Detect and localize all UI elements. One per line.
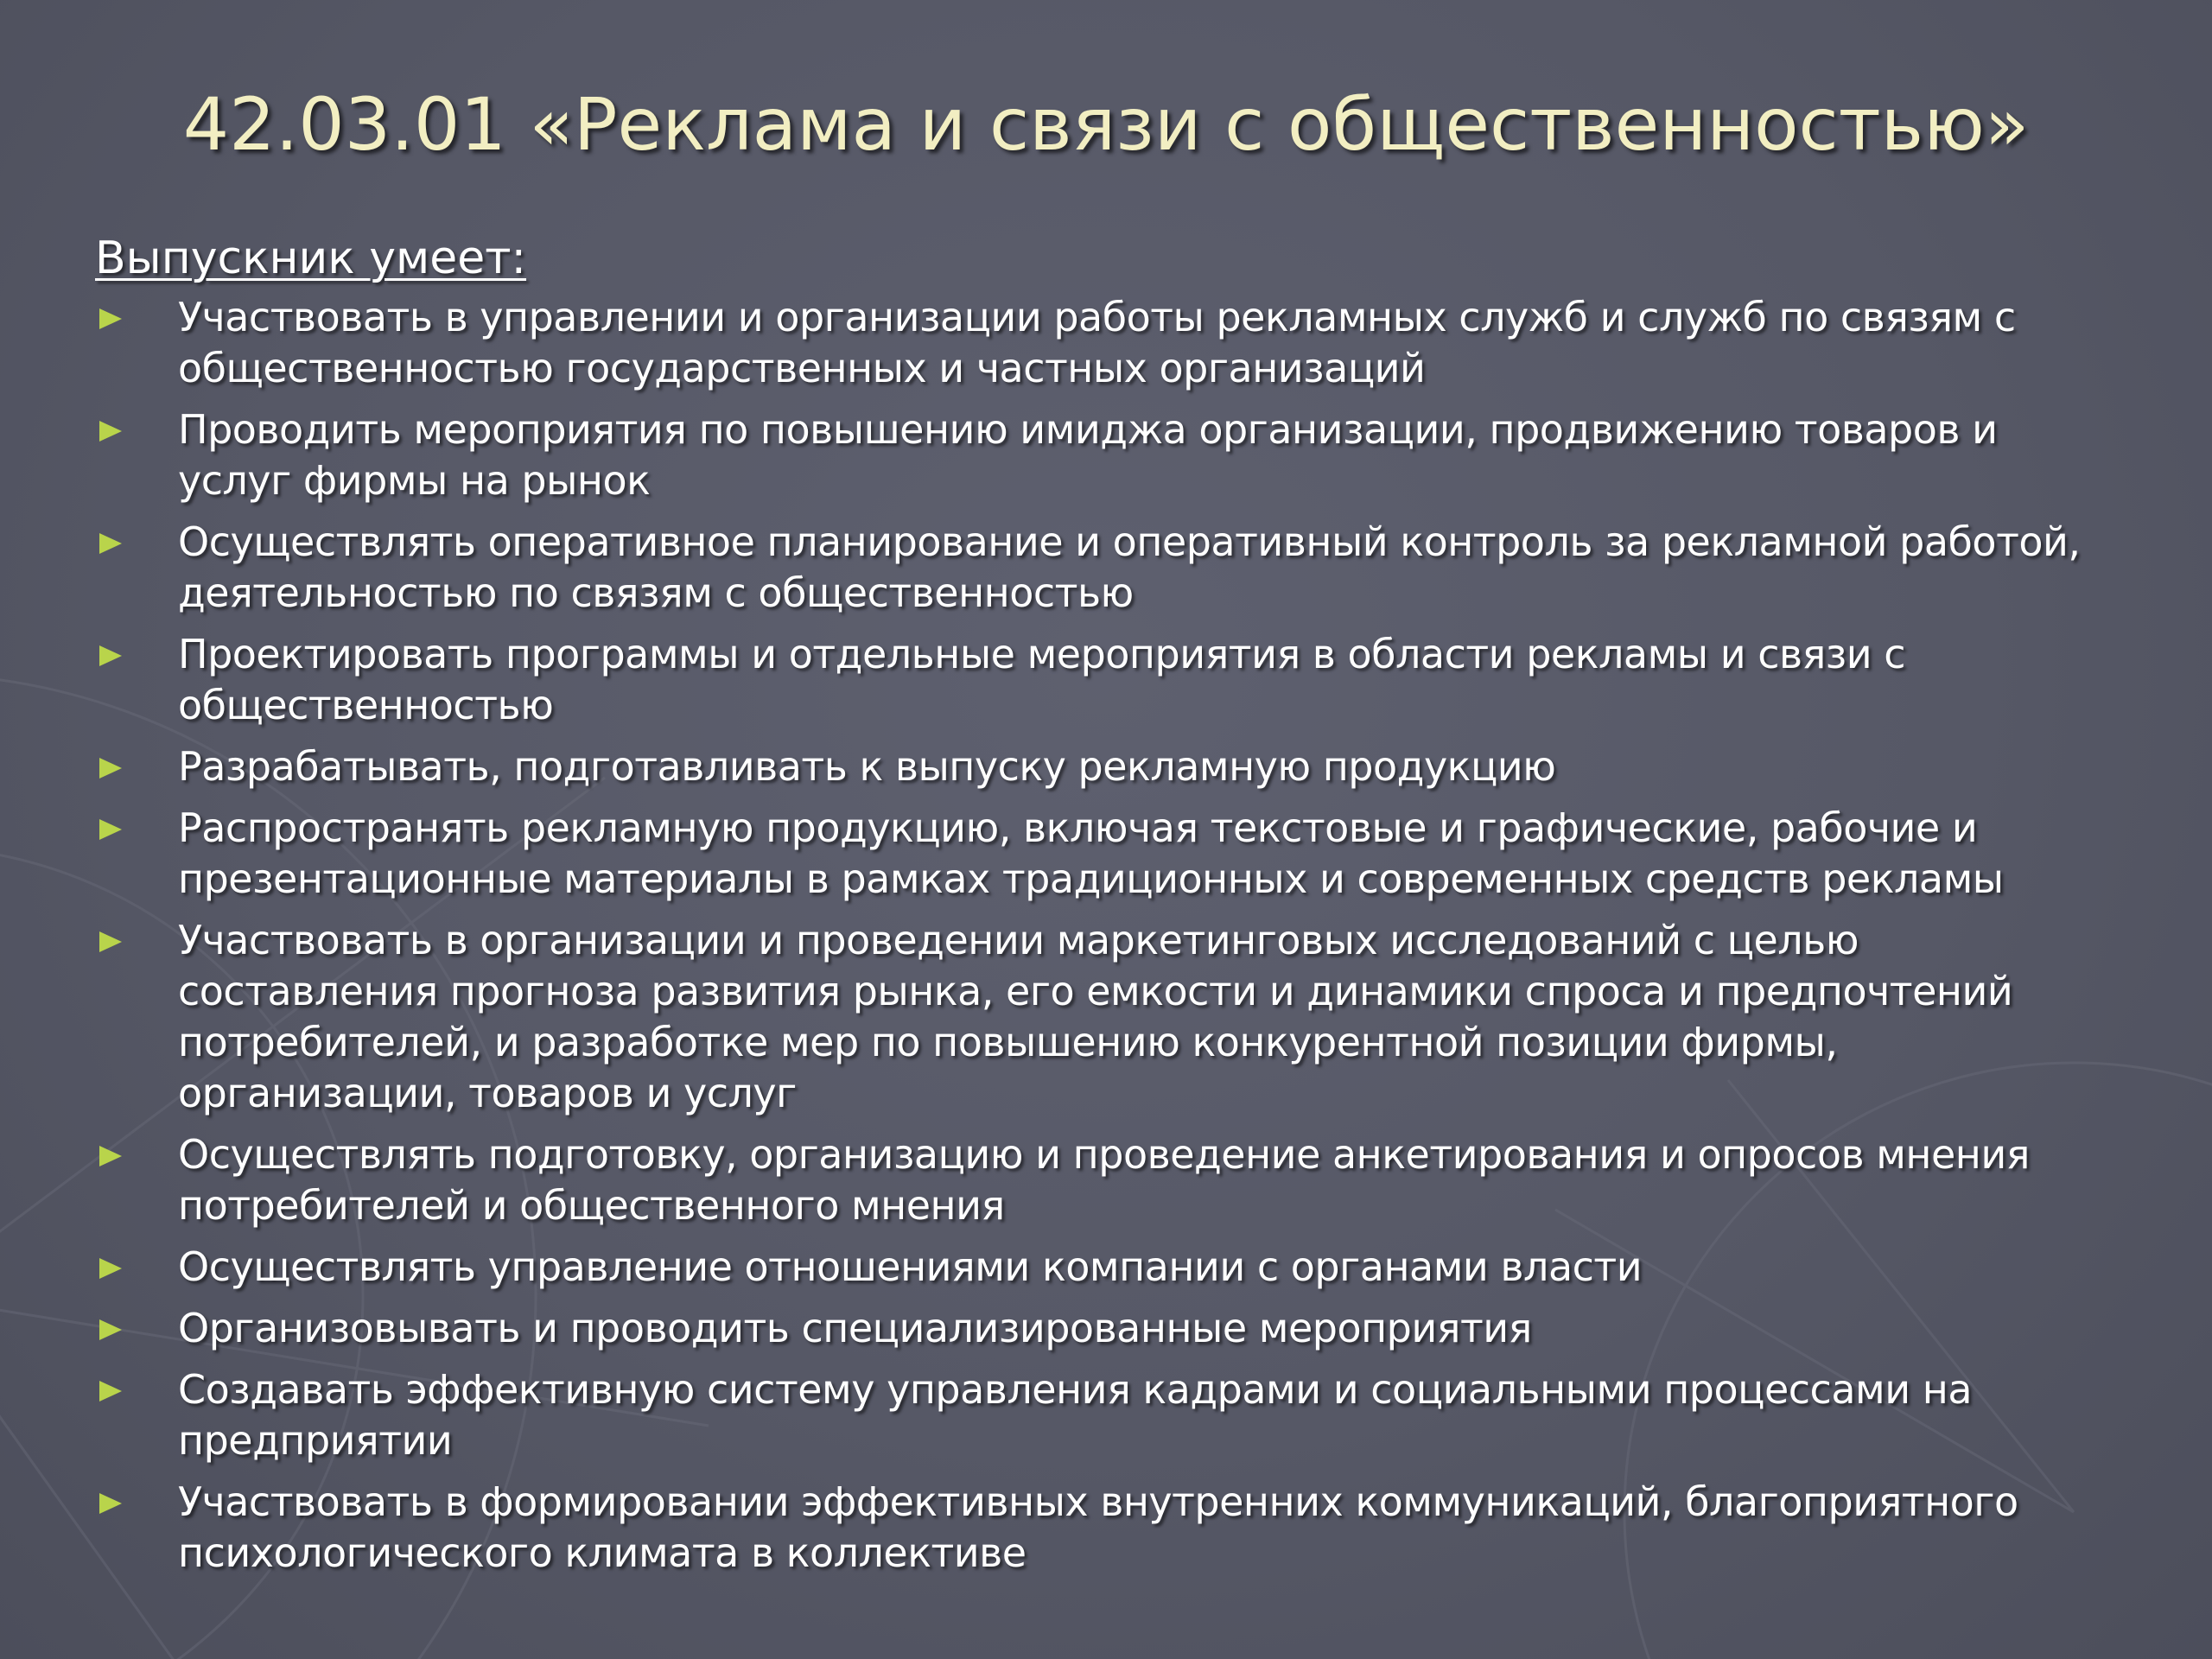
triangle-bullet-icon (98, 643, 124, 669)
skills-list (95, 292, 2108, 1579)
list-item (95, 1242, 2108, 1293)
triangle-bullet-icon (98, 755, 124, 781)
list-item-text: Распространять рекламную продукцию, включая текстовые и графические, рабочие и презентационные материалы в рамках традиционных и современных средств рекламы (178, 804, 2004, 902)
list-item (95, 404, 2108, 506)
list-item-text: Организовывать и проводить специализированные мероприятия (178, 1305, 1532, 1351)
list-item (95, 915, 2108, 1119)
triangle-bullet-icon (98, 1317, 124, 1343)
triangle-bullet-icon (98, 306, 124, 332)
triangle-bullet-icon (98, 418, 124, 444)
triangle-bullet-icon (98, 817, 124, 842)
list-item-text: Участвовать в организации и проведении маркетинговых исследований с целью составления прогноза развития рынка, его емкости и динамики спроса и предпочтений потребителей, и разработке мер по повышению конкурентной позиции фирмы, организации, товаров и услуг (178, 917, 2013, 1116)
list-item-text: Участвовать в управлении и организации работы рекламных служб и служб по связям с общественностью государственных и частных организаций (178, 294, 2016, 391)
list-item (95, 803, 2108, 905)
list-item-text: Проектировать программы и отдельные мероприятия в области рекламы и связи с общественностью (178, 631, 1906, 728)
triangle-bullet-icon (98, 1378, 124, 1404)
list-item-text: Проводить мероприятия по повышению имиджа организации, продвижению товаров и услуг фирмы на рынок (178, 406, 1998, 504)
triangle-bullet-icon (98, 1255, 124, 1281)
triangle-bullet-icon (98, 1143, 124, 1169)
list-item (95, 517, 2108, 619)
list-item (95, 629, 2108, 731)
list-item-text: Создавать эффективную систему управления кадрами и социальными процессами на предприятии (178, 1366, 1973, 1464)
list-item (95, 1303, 2108, 1354)
list-item (95, 1364, 2108, 1466)
content-block (95, 232, 2108, 1589)
list-item-text: Осуществлять управление отношениями компании с органами власти (178, 1243, 1643, 1290)
triangle-bullet-icon (98, 1491, 124, 1516)
list-item-text: Осуществлять подготовку, организацию и проведение анкетирования и опросов мнения потребителей и общественного мнения (178, 1131, 2030, 1229)
list-item (95, 1477, 2108, 1579)
list-item (95, 1129, 2108, 1231)
list-item-text: Участвовать в формировании эффективных внутренних коммуникаций, благоприятного психологического климата в коллективе (178, 1478, 2018, 1576)
list-item (95, 292, 2108, 394)
triangle-bullet-icon (98, 531, 124, 556)
list-item-text: Осуществлять оперативное планирование и оперативный контроль за рекламной работой, деятельностью по связям с общественностью (178, 518, 2081, 616)
list-item-text: Разрабатывать, подготавливать к выпуску рекламную продукцию (178, 743, 1556, 790)
section-heading: Выпускник умеет: (95, 232, 527, 284)
list-item (95, 741, 2108, 792)
triangle-bullet-icon (98, 929, 124, 955)
slide-title: 42.03.01 «Реклама и связи с общественностью» (182, 82, 2030, 167)
